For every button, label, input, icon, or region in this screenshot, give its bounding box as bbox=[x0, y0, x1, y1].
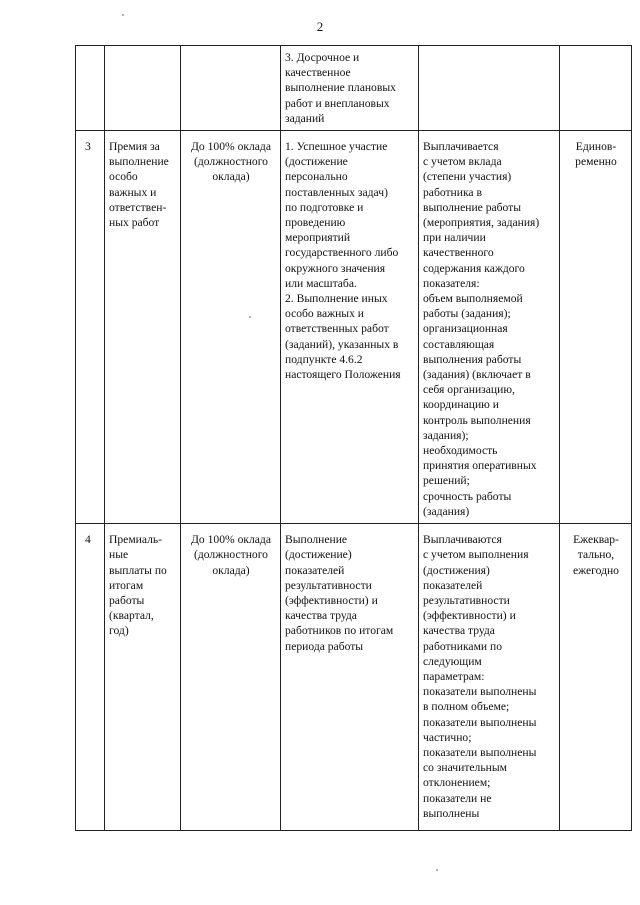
payment-amount-cell: До 100% оклада (должностного оклада) bbox=[181, 524, 281, 831]
period-cell bbox=[560, 46, 632, 131]
criteria-cell: 1. Успешное участие (достижение персонально поставленных задач) по подготовке и проведению мероприятий государственного либо окружного значения или масштаба. 2. Выполнение иных особо важных и ответственных работ (заданий), указанных в подпункте 4.6.2 настоящего Положения bbox=[281, 131, 419, 524]
payment-name-cell: Премиаль- ные выплаты по итогам работы (квартал, год) bbox=[105, 524, 181, 831]
row-number-cell: 4 bbox=[76, 524, 105, 831]
criteria-cell: 3. Досрочное и качественное выполнение плановых работ и внеплановых заданий bbox=[281, 46, 419, 131]
conditions-cell: Выплачивается с учетом вклада (степени участия) работника в выполнение работы (мероприятия, задания) при наличии качественного содержания каждого показателя: объем выполняемой работы (задания); организационная составляющая выполнения работы (задания) (включает в себя организацию, координацию и контроль выполнения задания); необходимость принятия оперативных решений; срочность работы (задания) bbox=[419, 131, 560, 524]
row-number-cell: 3 bbox=[76, 131, 105, 524]
scan-speck bbox=[249, 316, 251, 318]
page-number: 2 bbox=[316, 19, 324, 34]
row-number-cell bbox=[76, 46, 105, 131]
payment-amount-cell: До 100% оклада (должностного оклада) bbox=[181, 131, 281, 524]
criteria-cell: Выполнение (достижение) показателей результативности (эффективности) и качества труда работников по итогам периода работы bbox=[281, 524, 419, 831]
conditions-cell bbox=[419, 46, 560, 131]
period-cell: Единов- ременно bbox=[560, 131, 632, 524]
scan-speck bbox=[122, 14, 124, 16]
payment-name-cell: Премия за выполнение особо важных и ответствен- ных работ bbox=[105, 131, 181, 524]
period-cell: Ежеквар- тально, ежегодно bbox=[560, 524, 632, 831]
payment-name-cell bbox=[105, 46, 181, 131]
table-row bbox=[76, 524, 632, 831]
table-row bbox=[76, 131, 632, 524]
conditions-cell: Выплачиваются с учетом выполнения (достижения) показателей результативности (эффективности) и качества труда работниками по следующим параметрам: показатели выполнены в полном объеме; показатели выполнены частично; показатели выполнены со значительным отклонением; показатели не выполнены bbox=[419, 524, 560, 831]
payments-table bbox=[75, 45, 632, 831]
scan-speck bbox=[436, 869, 438, 871]
payment-amount-cell bbox=[181, 46, 281, 131]
table-row bbox=[76, 46, 632, 131]
